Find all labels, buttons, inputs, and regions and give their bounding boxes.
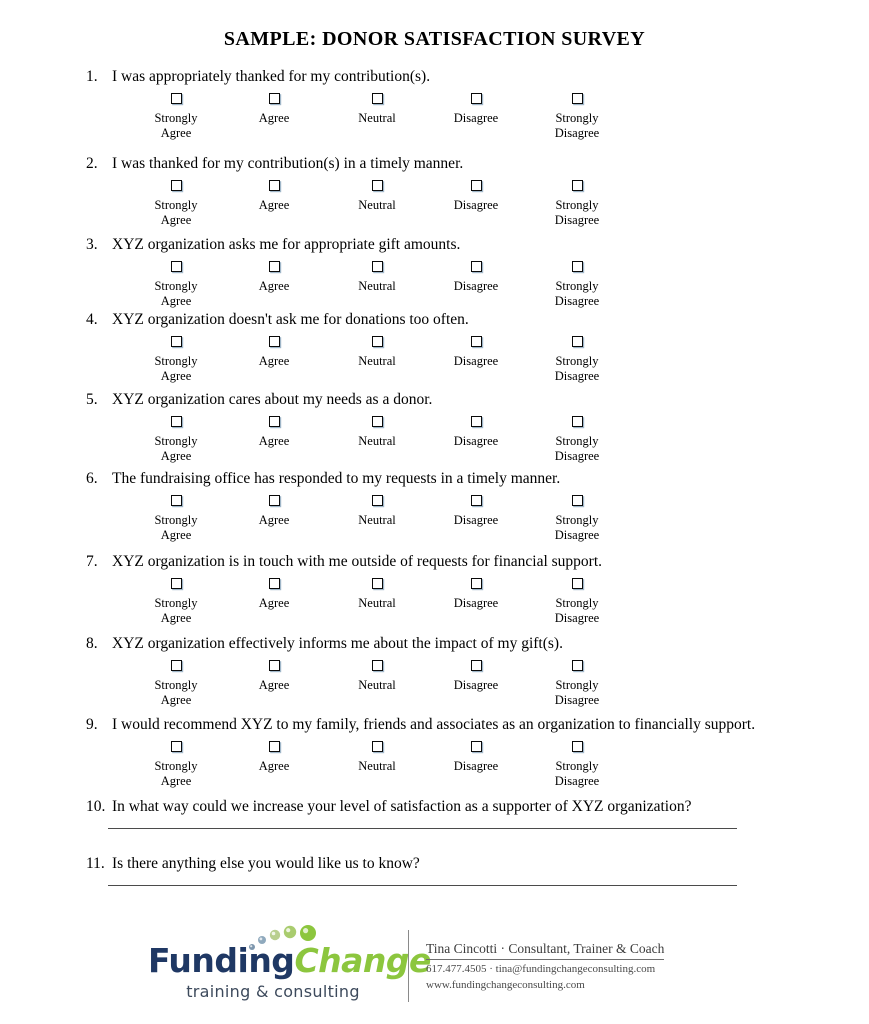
scale-option-label-line2: Disagree bbox=[554, 126, 600, 140]
scale-option-label bbox=[322, 434, 432, 449]
question-line bbox=[86, 236, 786, 253]
scale-option-label-line1: Agree bbox=[258, 596, 290, 610]
scale-option[interactable] bbox=[121, 412, 231, 464]
question-number: 1. bbox=[86, 68, 98, 85]
checkbox-icon[interactable] bbox=[269, 741, 280, 752]
likert-scale bbox=[86, 89, 786, 145]
contact-phone-email: 617.477.4505 · tina@fundingchangeconsulting.com bbox=[426, 963, 656, 975]
question-text: XYZ organization doesn't ask me for donations too often. bbox=[112, 311, 469, 328]
question-number: 7. bbox=[86, 553, 98, 570]
scale-option[interactable] bbox=[121, 332, 231, 384]
question-line bbox=[86, 716, 786, 733]
checkbox-icon[interactable] bbox=[372, 578, 383, 589]
open-question-line bbox=[86, 798, 846, 815]
scale-option[interactable] bbox=[322, 332, 432, 369]
scale-option-label-line2: Agree bbox=[160, 528, 192, 542]
logo-word-change: Change bbox=[294, 941, 431, 980]
logo-tagline: training & consulting bbox=[186, 982, 360, 1001]
scale-option[interactable] bbox=[522, 656, 632, 708]
scale-option-label-line1: Strongly bbox=[154, 678, 198, 692]
scale-option-label-line2: Disagree bbox=[554, 449, 600, 463]
scale-option-label-line2: Disagree bbox=[554, 369, 600, 383]
question-line bbox=[86, 553, 786, 570]
scale-option-label-line1: Strongly bbox=[555, 354, 599, 368]
scale-option-label bbox=[121, 759, 231, 789]
scale-option-label-line1: Strongly bbox=[154, 434, 198, 448]
scale-option[interactable] bbox=[121, 737, 231, 789]
checkbox-icon[interactable] bbox=[269, 93, 280, 104]
scale-option[interactable] bbox=[322, 412, 432, 449]
survey-question bbox=[86, 391, 786, 468]
scale-option-label bbox=[121, 678, 231, 708]
scale-option-label-line1: Disagree bbox=[453, 596, 499, 610]
scale-option-label-line2: Agree bbox=[160, 449, 192, 463]
scale-option-label-line1: Disagree bbox=[453, 111, 499, 125]
checkbox-icon[interactable] bbox=[171, 180, 182, 191]
scale-option-label bbox=[522, 678, 632, 708]
question-number: 9. bbox=[86, 716, 98, 733]
scale-option[interactable] bbox=[421, 737, 531, 774]
scale-option[interactable] bbox=[522, 332, 632, 384]
contact-block bbox=[426, 940, 726, 992]
scale-option-label-line1: Disagree bbox=[453, 678, 499, 692]
scale-option[interactable] bbox=[522, 412, 632, 464]
checkbox-icon[interactable] bbox=[372, 336, 383, 347]
checkbox-icon[interactable] bbox=[171, 741, 182, 752]
scale-option[interactable] bbox=[322, 491, 432, 528]
open-question-text: In what way could we increase your level of satisfaction as a supporter of XYZ organization? bbox=[112, 798, 692, 815]
question-line bbox=[86, 470, 786, 487]
scale-option[interactable] bbox=[421, 257, 531, 294]
scale-option[interactable] bbox=[219, 332, 329, 369]
checkbox-icon[interactable] bbox=[572, 495, 583, 506]
scale-option-label-line2: Agree bbox=[160, 693, 192, 707]
scale-option[interactable] bbox=[219, 412, 329, 449]
scale-option[interactable] bbox=[121, 491, 231, 543]
scale-option-label-line2: Disagree bbox=[554, 611, 600, 625]
likert-scale bbox=[86, 491, 786, 547]
contact-name: Tina Cincotti · Consultant, Trainer & Coach bbox=[426, 941, 664, 960]
scale-option-label-line1: Strongly bbox=[154, 279, 198, 293]
open-question-number: 11. bbox=[86, 855, 105, 872]
checkbox-icon[interactable] bbox=[269, 261, 280, 272]
logo-wordmark bbox=[148, 941, 431, 980]
checkbox-icon[interactable] bbox=[269, 660, 280, 671]
scale-option[interactable] bbox=[522, 491, 632, 543]
scale-option-label bbox=[219, 596, 329, 611]
checkbox-icon[interactable] bbox=[269, 578, 280, 589]
answer-line[interactable] bbox=[108, 885, 737, 886]
scale-option-label bbox=[522, 513, 632, 543]
scale-option-label bbox=[121, 513, 231, 543]
scale-option[interactable] bbox=[421, 491, 531, 528]
checkbox-icon[interactable] bbox=[372, 495, 383, 506]
scale-option-label bbox=[421, 434, 531, 449]
scale-option[interactable] bbox=[219, 257, 329, 294]
scale-option-label bbox=[421, 759, 531, 774]
question-line bbox=[86, 635, 786, 652]
open-question bbox=[86, 855, 846, 872]
scale-option-label bbox=[322, 513, 432, 528]
likert-scale bbox=[86, 176, 786, 232]
question-line bbox=[86, 155, 786, 172]
scale-option-label-line1: Agree bbox=[258, 279, 290, 293]
survey-question bbox=[86, 716, 786, 793]
checkbox-icon[interactable] bbox=[171, 336, 182, 347]
scale-option-label-line1: Disagree bbox=[453, 279, 499, 293]
question-text: XYZ organization asks me for appropriate gift amounts. bbox=[112, 236, 461, 253]
scale-option-label bbox=[421, 198, 531, 213]
scale-option-label bbox=[421, 354, 531, 369]
question-number: 8. bbox=[86, 635, 98, 652]
logo-word-funding: Funding bbox=[148, 941, 295, 980]
scale-option[interactable] bbox=[322, 176, 432, 213]
question-number: 6. bbox=[86, 470, 98, 487]
scale-option-label-line1: Disagree bbox=[453, 354, 499, 368]
scale-option[interactable] bbox=[219, 737, 329, 774]
scale-option-label-line1: Agree bbox=[258, 354, 290, 368]
survey-question bbox=[86, 68, 786, 145]
checkbox-icon[interactable] bbox=[572, 578, 583, 589]
scale-option[interactable] bbox=[121, 257, 231, 309]
checkbox-icon[interactable] bbox=[471, 180, 482, 191]
checkbox-icon[interactable] bbox=[171, 578, 182, 589]
scale-option[interactable] bbox=[322, 656, 432, 693]
open-question-number: 10. bbox=[86, 798, 106, 815]
scale-option-label bbox=[522, 279, 632, 309]
question-number: 2. bbox=[86, 155, 98, 172]
survey-question bbox=[86, 155, 786, 232]
scale-option-label-line1: Neutral bbox=[358, 198, 396, 212]
scale-option-label-line2: Agree bbox=[160, 611, 192, 625]
scale-option-label-line1: Strongly bbox=[154, 111, 198, 125]
scale-option[interactable] bbox=[322, 574, 432, 611]
scale-option-label-line1: Strongly bbox=[154, 513, 198, 527]
scale-option-label-line1: Neutral bbox=[358, 596, 396, 610]
scale-option[interactable] bbox=[322, 257, 432, 294]
question-text: I was thanked for my contribution(s) in a timely manner. bbox=[112, 155, 464, 172]
scale-option-label bbox=[322, 678, 432, 693]
scale-option-label-line1: Strongly bbox=[555, 759, 599, 773]
scale-option-label bbox=[219, 513, 329, 528]
checkbox-icon[interactable] bbox=[471, 336, 482, 347]
scale-option[interactable] bbox=[522, 257, 632, 309]
scale-option[interactable] bbox=[219, 574, 329, 611]
scale-option-label-line2: Disagree bbox=[554, 213, 600, 227]
likert-scale bbox=[86, 737, 786, 793]
scale-option-label bbox=[421, 111, 531, 126]
scale-option-label-line1: Strongly bbox=[555, 279, 599, 293]
scale-option[interactable] bbox=[522, 574, 632, 626]
scale-option[interactable] bbox=[421, 656, 531, 693]
question-text: XYZ organization effectively informs me about the impact of my gift(s). bbox=[112, 635, 563, 652]
question-number: 4. bbox=[86, 311, 98, 328]
scale-option-label-line1: Agree bbox=[258, 678, 290, 692]
question-text: XYZ organization cares about my needs as a donor. bbox=[112, 391, 433, 408]
scale-option-label-line1: Neutral bbox=[358, 678, 396, 692]
checkbox-icon[interactable] bbox=[171, 660, 182, 671]
scale-option-label-line1: Strongly bbox=[154, 596, 198, 610]
checkbox-icon[interactable] bbox=[572, 180, 583, 191]
scale-option-label bbox=[322, 111, 432, 126]
checkbox-icon[interactable] bbox=[471, 741, 482, 752]
scale-option-label-line2: Disagree bbox=[554, 774, 600, 788]
scale-option-label-line1: Agree bbox=[258, 198, 290, 212]
survey-question bbox=[86, 553, 786, 630]
scale-option-label-line2: Disagree bbox=[554, 528, 600, 542]
survey-question bbox=[86, 470, 786, 547]
scale-option-label bbox=[421, 678, 531, 693]
checkbox-icon[interactable] bbox=[372, 180, 383, 191]
question-text: I was appropriately thanked for my contribution(s). bbox=[112, 68, 431, 85]
scale-option[interactable] bbox=[522, 89, 632, 141]
scale-option[interactable] bbox=[219, 491, 329, 528]
footer-divider bbox=[408, 930, 409, 1002]
scale-option-label-line1: Strongly bbox=[154, 198, 198, 212]
likert-scale bbox=[86, 332, 786, 388]
likert-scale bbox=[86, 574, 786, 630]
scale-option-label-line1: Strongly bbox=[555, 513, 599, 527]
scale-option-label bbox=[421, 513, 531, 528]
scale-option-label-line1: Agree bbox=[258, 513, 290, 527]
scale-option-label bbox=[121, 279, 231, 309]
scale-option[interactable] bbox=[421, 332, 531, 369]
scale-option-label bbox=[522, 759, 632, 789]
scale-option[interactable] bbox=[322, 737, 432, 774]
scale-option-label bbox=[219, 111, 329, 126]
scale-option-label-line1: Strongly bbox=[555, 678, 599, 692]
scale-option-label-line1: Disagree bbox=[453, 198, 499, 212]
scale-option-label-line1: Neutral bbox=[358, 513, 396, 527]
scale-option-label-line1: Disagree bbox=[453, 513, 499, 527]
scale-option-label bbox=[522, 596, 632, 626]
question-text: I would recommend XYZ to my family, friends and associates as an organization to financially support. bbox=[112, 716, 756, 733]
checkbox-icon[interactable] bbox=[471, 495, 482, 506]
scale-option-label-line1: Neutral bbox=[358, 434, 396, 448]
scale-option-label bbox=[219, 678, 329, 693]
scale-option-label bbox=[522, 198, 632, 228]
scale-option-label bbox=[522, 434, 632, 464]
scale-option-label-line2: Agree bbox=[160, 369, 192, 383]
scale-option-label bbox=[522, 354, 632, 384]
checkbox-icon[interactable] bbox=[471, 660, 482, 671]
scale-option[interactable] bbox=[522, 176, 632, 228]
question-line bbox=[86, 391, 786, 408]
scale-option[interactable] bbox=[219, 89, 329, 126]
scale-option-label bbox=[322, 596, 432, 611]
scale-option-label-line1: Strongly bbox=[555, 111, 599, 125]
likert-scale bbox=[86, 257, 786, 313]
checkbox-icon[interactable] bbox=[572, 93, 583, 104]
contact-website: www.fundingchangeconsulting.com bbox=[426, 979, 585, 991]
scale-option[interactable] bbox=[121, 89, 231, 141]
question-line bbox=[86, 311, 786, 328]
answer-line[interactable] bbox=[108, 828, 737, 829]
page-title: SAMPLE: DONOR SATISFACTION SURVEY bbox=[223, 28, 646, 50]
checkbox-icon[interactable] bbox=[372, 93, 383, 104]
checkbox-icon[interactable] bbox=[269, 495, 280, 506]
scale-option-label-line1: Neutral bbox=[358, 279, 396, 293]
scale-option-label bbox=[219, 759, 329, 774]
scale-option-label-line1: Strongly bbox=[154, 354, 198, 368]
checkbox-icon[interactable] bbox=[171, 261, 182, 272]
scale-option-label bbox=[121, 111, 231, 141]
scale-option-label bbox=[322, 759, 432, 774]
checkbox-icon[interactable] bbox=[269, 336, 280, 347]
scale-option-label-line2: Agree bbox=[160, 294, 192, 308]
question-number: 3. bbox=[86, 236, 98, 253]
scale-option-label-line1: Agree bbox=[258, 434, 290, 448]
scale-option[interactable] bbox=[421, 574, 531, 611]
open-question-text: Is there anything else you would like us to know? bbox=[112, 855, 420, 872]
question-text: XYZ organization is in touch with me outside of requests for financial support. bbox=[112, 553, 603, 570]
checkbox-icon[interactable] bbox=[372, 416, 383, 427]
checkbox-icon[interactable] bbox=[572, 336, 583, 347]
scale-option-label bbox=[322, 354, 432, 369]
scale-option[interactable] bbox=[121, 176, 231, 228]
checkbox-icon[interactable] bbox=[572, 416, 583, 427]
scale-option-label-line1: Disagree bbox=[453, 759, 499, 773]
checkbox-icon[interactable] bbox=[572, 660, 583, 671]
scale-option-label-line1: Strongly bbox=[555, 596, 599, 610]
checkbox-icon[interactable] bbox=[269, 180, 280, 191]
scale-option-label-line1: Neutral bbox=[358, 759, 396, 773]
scale-option-label bbox=[121, 434, 231, 464]
scale-option-label bbox=[219, 354, 329, 369]
scale-option[interactable] bbox=[522, 737, 632, 789]
scale-option[interactable] bbox=[421, 89, 531, 126]
checkbox-icon[interactable] bbox=[171, 495, 182, 506]
scale-option-label bbox=[421, 279, 531, 294]
scale-option-label-line1: Neutral bbox=[358, 111, 396, 125]
scale-option-label-line1: Disagree bbox=[453, 434, 499, 448]
likert-scale bbox=[86, 656, 786, 712]
scale-option[interactable] bbox=[421, 176, 531, 213]
scale-option-label-line1: Agree bbox=[258, 111, 290, 125]
scale-option-label bbox=[322, 198, 432, 213]
scale-option-label bbox=[219, 279, 329, 294]
scale-option-label-line2: Disagree bbox=[554, 294, 600, 308]
checkbox-icon[interactable] bbox=[372, 660, 383, 671]
scale-option[interactable] bbox=[219, 656, 329, 693]
survey-question bbox=[86, 311, 786, 388]
scale-option-label-line2: Agree bbox=[160, 213, 192, 227]
scale-option-label bbox=[121, 198, 231, 228]
scale-option-label-line1: Strongly bbox=[555, 434, 599, 448]
scale-option-label-line1: Strongly bbox=[555, 198, 599, 212]
scale-option-label bbox=[219, 434, 329, 449]
scale-option-label-line1: Agree bbox=[258, 759, 290, 773]
scale-option-label-line2: Agree bbox=[160, 126, 192, 140]
survey-question bbox=[86, 635, 786, 712]
survey-question bbox=[86, 236, 786, 313]
checkbox-icon[interactable] bbox=[471, 578, 482, 589]
scale-option-label-line1: Strongly bbox=[154, 759, 198, 773]
scale-option-label bbox=[121, 596, 231, 626]
checkbox-icon[interactable] bbox=[372, 261, 383, 272]
scale-option-label-line2: Disagree bbox=[554, 693, 600, 707]
scale-option-label-line2: Agree bbox=[160, 774, 192, 788]
scale-option-label-line1: Neutral bbox=[358, 354, 396, 368]
open-question-line bbox=[86, 855, 846, 872]
likert-scale bbox=[86, 412, 786, 468]
scale-option-label bbox=[322, 279, 432, 294]
scale-option-label bbox=[219, 198, 329, 213]
checkbox-icon[interactable] bbox=[471, 416, 482, 427]
page-footer bbox=[0, 912, 869, 1024]
checkbox-icon[interactable] bbox=[572, 741, 583, 752]
scale-option[interactable] bbox=[121, 656, 231, 708]
question-line bbox=[86, 68, 786, 85]
scale-option-label bbox=[522, 111, 632, 141]
scale-option-label bbox=[421, 596, 531, 611]
funding-change-logo bbox=[148, 920, 431, 1015]
question-number: 5. bbox=[86, 391, 98, 408]
scale-option[interactable] bbox=[421, 412, 531, 449]
scale-option[interactable] bbox=[322, 89, 432, 126]
scale-option[interactable] bbox=[121, 574, 231, 626]
open-question bbox=[86, 798, 846, 815]
checkbox-icon[interactable] bbox=[471, 93, 482, 104]
checkbox-icon[interactable] bbox=[171, 416, 182, 427]
checkbox-icon[interactable] bbox=[471, 261, 482, 272]
checkbox-icon[interactable] bbox=[572, 261, 583, 272]
checkbox-icon[interactable] bbox=[372, 741, 383, 752]
question-text: The fundraising office has responded to my requests in a timely manner. bbox=[112, 470, 561, 487]
checkbox-icon[interactable] bbox=[269, 416, 280, 427]
checkbox-icon[interactable] bbox=[171, 93, 182, 104]
scale-option[interactable] bbox=[219, 176, 329, 213]
scale-option-label bbox=[121, 354, 231, 384]
